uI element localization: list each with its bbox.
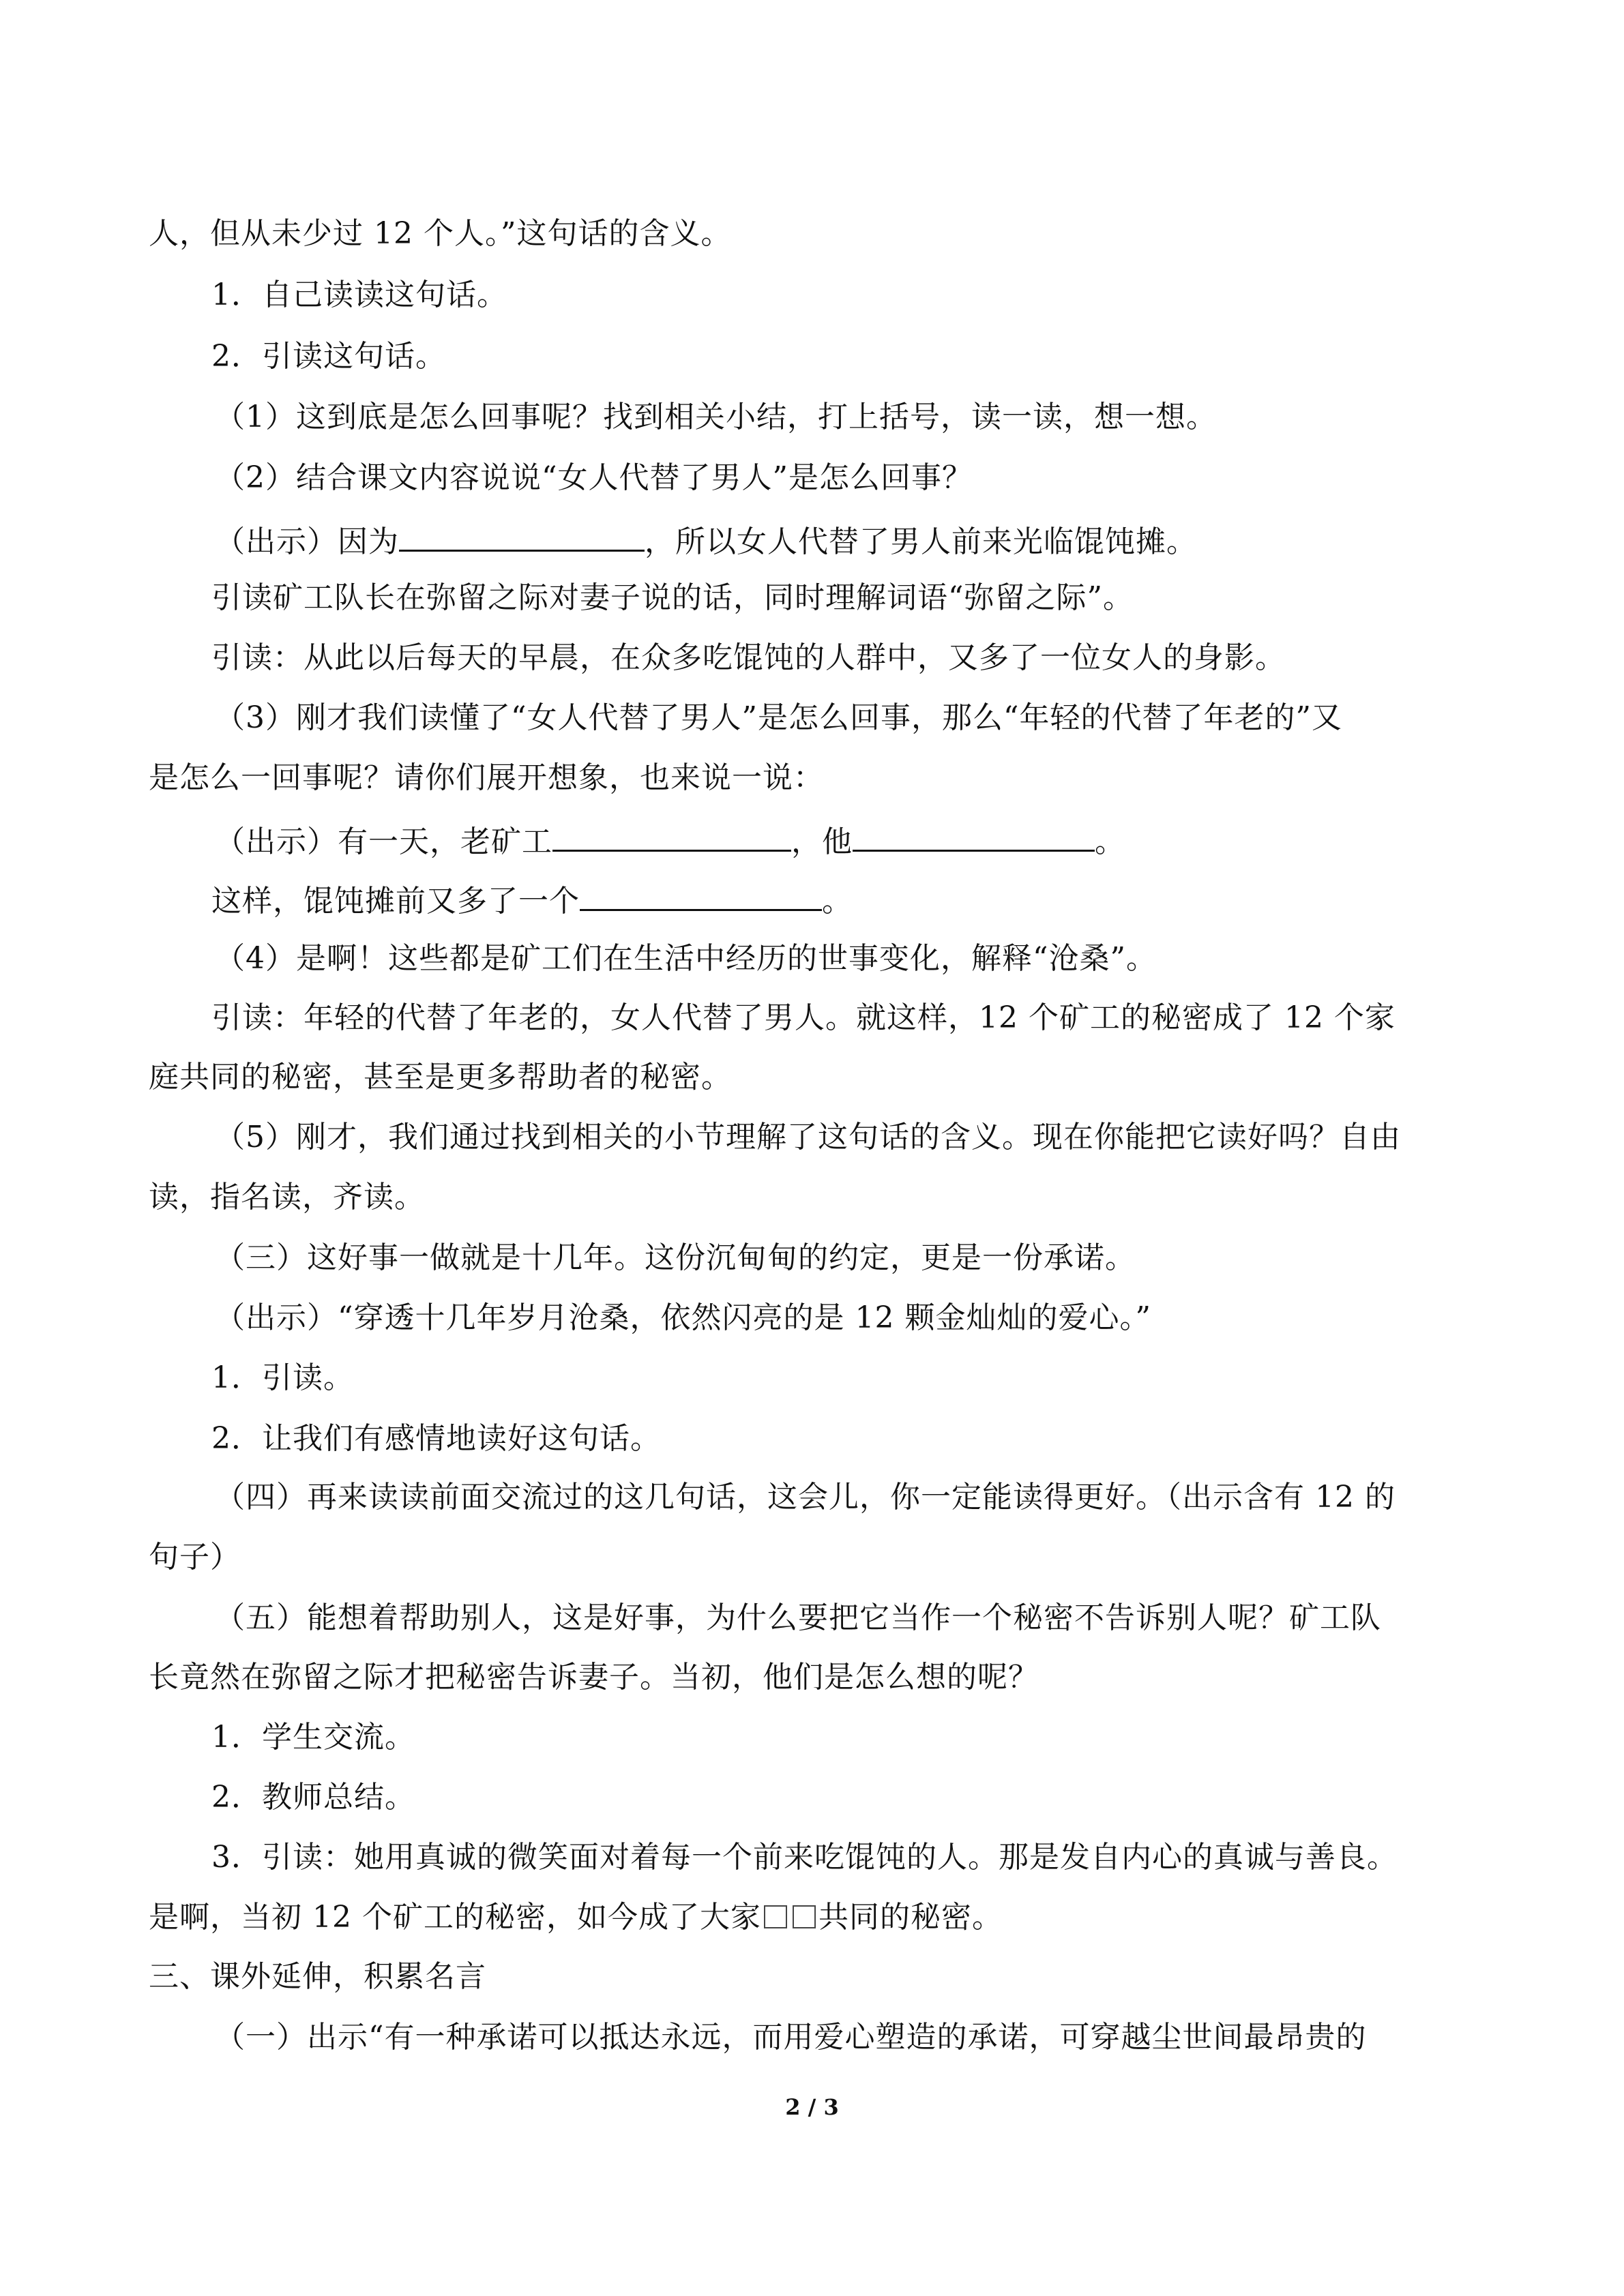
answer-blank (853, 818, 1095, 852)
text-line: 1．引读。 (211, 1360, 354, 1395)
text-line: 1．自己读读这句话。 (211, 278, 507, 312)
fill-text: ，所以女人代替了男人前来光临馄饨摊。 (645, 524, 1197, 559)
text-line: （一）出示“有一种承诺可以抵达永远，而用爱心塑造的承诺，可穿越尘世间最昂贵的 (215, 2020, 1367, 2055)
text-line: （5）刚才，我们通过找到相关的小节理解了这句话的含义。现在你能把它读好吗？自由 (215, 1120, 1401, 1154)
answer-blank (399, 518, 645, 552)
text-line: （2）结合课文内容说说“女人代替了男人”是怎么回事？ (215, 460, 973, 495)
text-line: 1．学生交流。 (211, 1720, 415, 1755)
text-line: 庭共同的秘密，甚至是更多帮助者的秘密。 (149, 1060, 732, 1094)
empty-box (764, 1905, 787, 1928)
page-number: 2 / 3 (785, 2094, 839, 2120)
text-line: 2．引读这句话。 (211, 339, 446, 374)
fill-line-thus (0, 878, 1624, 922)
fill-text: 。 (822, 884, 853, 919)
section-heading: 三、课外延伸，积累名言 (149, 1959, 486, 1994)
text-line: 人，但从未少过 12 个人。”这句话的含义。 (149, 216, 732, 251)
text-line: 句子） (149, 1540, 241, 1575)
text-line: 引读矿工队长在弥留之际对妻子说的话，同时理解词语“弥留之际”。 (211, 580, 1134, 615)
fill-text: 。 (1095, 824, 1125, 859)
fill-text: 这样，馄饨摊前又多了一个 (211, 884, 580, 919)
text-line: 读，指名读，齐读。 (149, 1180, 425, 1214)
empty-box (793, 1905, 816, 1928)
fill-text: （出示）有一天，老矿工 (215, 824, 552, 859)
text-line: （三）这好事一做就是十几年。这份沉甸甸的约定，更是一份承诺。 (215, 1240, 1136, 1275)
fill-line-because (0, 518, 1624, 563)
text-line: 引读：从此以后每天的早晨，在众多吃馄饨的人群中，又多了一位女人的身影。 (211, 640, 1286, 675)
answer-blank (552, 818, 791, 852)
text-line: 是怎么一回事呢？请你们展开想象，也来说一说： (149, 760, 824, 795)
fill-text: 是啊，当初 12 个矿工的秘密，如今成了大家 (149, 1900, 761, 1935)
text-line: （四）再来读读前面交流过的这几句话，这会儿，你一定能读得更好。（出示含有 12 的 (215, 1480, 1396, 1515)
text-line: 3．引读：她用真诚的微笑面对着每一个前来吃馄饨的人。那是发自内心的真诚与善良。 (211, 1840, 1398, 1875)
text-line: （4）是啊！这些都是矿工们在生活中经历的世事变化，解释“沧桑”。 (215, 941, 1157, 976)
text-line: 引读：年轻的代替了年老的，女人代替了男人。就这样，12 个矿工的秘密成了 12 个家 (211, 1000, 1396, 1035)
text-line: （3）刚才我们读懂了“女人代替了男人”是怎么回事，那么“年轻的代替了年老的”又 (215, 700, 1342, 735)
text-line: 2．让我们有感情地读好这句话。 (211, 1421, 661, 1456)
fill-text: （出示）因为 (215, 524, 399, 559)
text-line: 2．教师总结。 (211, 1780, 415, 1815)
fill-text: 共同的秘密。 (818, 1900, 1003, 1935)
text-line: （出示）“穿透十几年岁月沧桑，依然闪亮的是 12 颗金灿灿的爱心。” (215, 1300, 1151, 1335)
text-line: （五）能想着帮助别人，这是好事，为什么要把它当作一个秘密不告诉别人呢？矿工队 (215, 1600, 1381, 1635)
fill-text: ，他 (791, 824, 853, 859)
fill-line-oneday (0, 818, 1624, 863)
fill-line-secret (0, 1897, 1624, 1938)
text-line: 长竟然在弥留之际才把秘密告诉妻子。当初，他们是怎么想的呢？ (149, 1660, 1039, 1695)
text-line: （1）这到底是怎么回事呢？找到相关小结，打上括号，读一读，想一想。 (215, 400, 1217, 434)
answer-blank (580, 878, 822, 911)
